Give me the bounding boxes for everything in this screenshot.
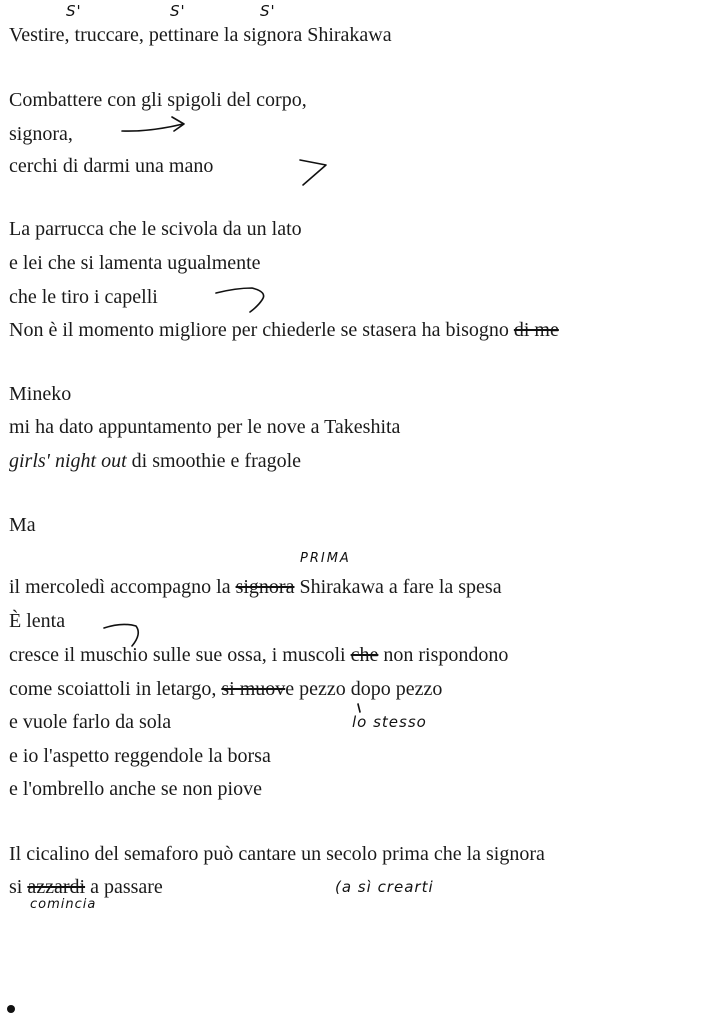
poem-line [9, 642, 508, 668]
struck-text: che [350, 644, 379, 666]
poem-line: cerchi di darmi una mano [9, 155, 214, 177]
poem-line: Il cicalino del semaforo può cantare un secolo prima che la signora [9, 843, 545, 865]
handwritten-note: lo stesso [352, 713, 427, 731]
poem-line [9, 676, 442, 702]
struck-text: si muov [221, 678, 286, 700]
insertion-mark-icon [358, 704, 360, 712]
line-text: di smoothie e fragole [126, 450, 302, 472]
arrow-mark-icon [122, 117, 184, 131]
bullet-icon [7, 1005, 15, 1013]
poem-line [9, 574, 502, 600]
line-text: non rispondono [378, 644, 509, 666]
struck-text: di me [513, 319, 559, 341]
line-text: cresce il muschio sulle sue ossa, i muscoli [9, 644, 351, 666]
italic-phrase: girls' night out [9, 450, 127, 472]
line-text: a passare [85, 876, 163, 898]
poem-line: che le tiro i capelli [9, 286, 158, 308]
poem-line: Ma [9, 514, 36, 536]
line-text: Non è il momento migliore per chiederle se stasera ha bisogno [9, 319, 514, 341]
poem-line: Mineko [9, 383, 72, 405]
poem-line: e io l'aspetto reggendole la borsa [9, 745, 271, 767]
poem-line [9, 448, 301, 474]
handwritten-note: S' [66, 2, 82, 20]
struck-text: azzardi [27, 876, 86, 898]
caret-mark-icon [300, 160, 326, 185]
poem-line: signora, [9, 123, 73, 145]
poem-title-line: Vestire, truccare, pettinare la signora Shirakawa [9, 24, 392, 46]
arrow-mark-icon [216, 288, 264, 312]
handwritten-note: comincia [30, 897, 97, 912]
poem-line: e lei che si lamenta ugualmente [9, 252, 261, 274]
poem-line: Combattere con gli spigoli del corpo, [9, 89, 307, 111]
poem-line: e l'ombrello anche se non piove [9, 778, 262, 800]
poem-line: e vuole farlo da sola [9, 711, 172, 733]
line-text: il mercoledì accompagno la [9, 576, 236, 598]
poem-line [9, 317, 559, 343]
poem-line: È lenta [9, 610, 66, 632]
handwritten-note: S' [260, 2, 276, 20]
poem-line: La parrucca che le scivola da un lato [9, 218, 302, 240]
line-text: Shirakawa a fare la spesa [294, 576, 502, 598]
line-text: come scoiattoli in letargo, [9, 678, 222, 700]
line-text: si [9, 876, 28, 898]
poem-line: mi ha dato appuntamento per le nove a Takeshita [9, 416, 401, 438]
handwritten-note: S' [170, 2, 186, 20]
struck-text: signora [235, 576, 295, 598]
handwritten-note: PRIMA [300, 551, 351, 566]
handwritten-note: (a sì crearti [335, 878, 434, 896]
line-text: e pezzo dopo pezzo [285, 678, 443, 700]
